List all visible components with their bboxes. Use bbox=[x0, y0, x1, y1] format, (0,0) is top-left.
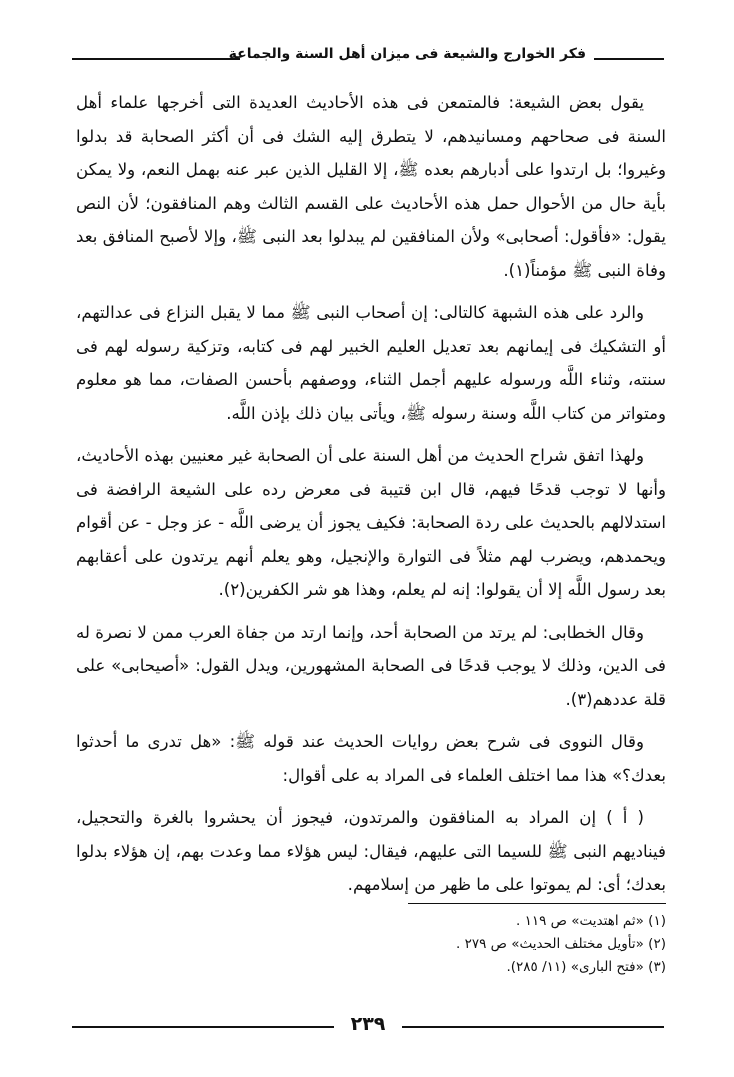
paragraph-shia-claim: يقول بعض الشيعة: فالمتمعن فى هذه الأحاديث العديدة التى أخرجها علماء أهل السنة فى صحاحهم ومسانيدهم، لا يتطرق إليه الشك فى أن أكثر الصحابة قد بدلوا وغيروا؛ بل ارتدوا على أدبارهم بعده ﷺ، إلا القليل الذين عبر عنه بهمل النعم، ولا يمكن بأية حال من الأحوال حمل هذه الأحاديث على القسم الثالث وهم المنافقون؛ لأن النص يقول: «فأقول: أصحابى» ولأن المنافقين لم يبدلوا بعد النبى ﷺ، وإلا لأصبح المنافق بعد وفاة النبى ﷺ مؤمناً(١). bbox=[76, 93, 666, 280]
page-number: ٢٣٩ bbox=[350, 1013, 386, 1035]
footnotes bbox=[300, 910, 666, 979]
footnote-2: (٢) «تأويل مختلف الحديث» ص ٢٧٩ . bbox=[456, 936, 666, 952]
page-footer bbox=[72, 1012, 664, 1040]
footnote-separator bbox=[408, 903, 666, 904]
footer-rule-left bbox=[72, 1026, 334, 1028]
header-rule-left bbox=[72, 58, 240, 60]
paragraph-nawawi: وقال النووى فى شرح بعض روايات الحديث عند قوله ﷺ: «هل تدرى ما أحدثوا بعدك؟» هذا مما اختلف العلماء فى المراد به على أقوال: bbox=[76, 732, 666, 785]
footnote-1: (١) «ثم اهتديت» ص ١١٩ . bbox=[516, 913, 666, 929]
paragraph-rebuttal: والرد على هذه الشبهة كالتالى: إن أصحاب النبى ﷺ مما لا يقبل النزاع فى عدالتهم، أو التشكيك فى إيمانهم بعد تعديل العليم الخبير لهم فى كتابه، وتزكية رسوله لهم فى سنته، وثناء اللَّه ورسوله عليهم أجمل الثناء، ووصفهم بأحسن الصفات، مما هو معلوم ومتواتر من كتاب اللَّه وسنة رسوله ﷺ، ويأتى بيان ذلك بإذن اللَّه. bbox=[76, 303, 666, 423]
footnote-3: (٣) «فتح البارى» (١١/ ٢٨٥). bbox=[506, 959, 666, 975]
paragraph-ibn-qutaybah: ولهذا اتفق شراح الحديث من أهل السنة على أن الصحابة غير معنيين بهذه الأحاديث، وأنها لا توجب قدحًا فيهم، قال ابن قتيبة فى معرض رده على الشيعة الرافضة فى استدلالهم بالحديث على ردة الصحابة: فكيف يجوز أن يرضى اللَّه - عز وجل - عن أقوام ويحمدهم، ويضرب لهم مثلاً فى التوارة والإنجيل، وهو يعلم أنهم يرتدون على أعقابهم بعد رسول اللَّه إلا أن يقولوا: إنه لم يعلم، وهذا هو شر الكفرين(٢). bbox=[76, 446, 666, 599]
running-header-title: فكر الخوارج والشيعة فى ميزان أهل السنة والجماعة bbox=[228, 46, 586, 62]
footer-rule-right bbox=[402, 1026, 664, 1028]
header-rule-right bbox=[594, 58, 664, 60]
running-header bbox=[72, 44, 664, 72]
paragraph-opinion-a: ( أ ) إن المراد به المنافقون والمرتدون، فيجوز أن يحشروا بالغرة والتحجيل، فيناديهم النبى ﷺ للسيما التى عليهم، فيقال: ليس هؤلاء مما وعدت بهم، إن هؤلاء بدلوا بعدك؛ أى: لم يموتوا على ما ظهر من إسلامهم. bbox=[76, 808, 666, 894]
body-text bbox=[76, 86, 666, 911]
paragraph-khattabi: وقال الخطابى: لم يرتد من الصحابة أحد، وإنما ارتد من جفاة العرب ممن لا نصرة له فى الدين، وذلك لا يوجب قدحًا فى الصحابة المشهورين، ويدل القول: «أصيحابى» على قلة عددهم(٣). bbox=[76, 622, 666, 709]
